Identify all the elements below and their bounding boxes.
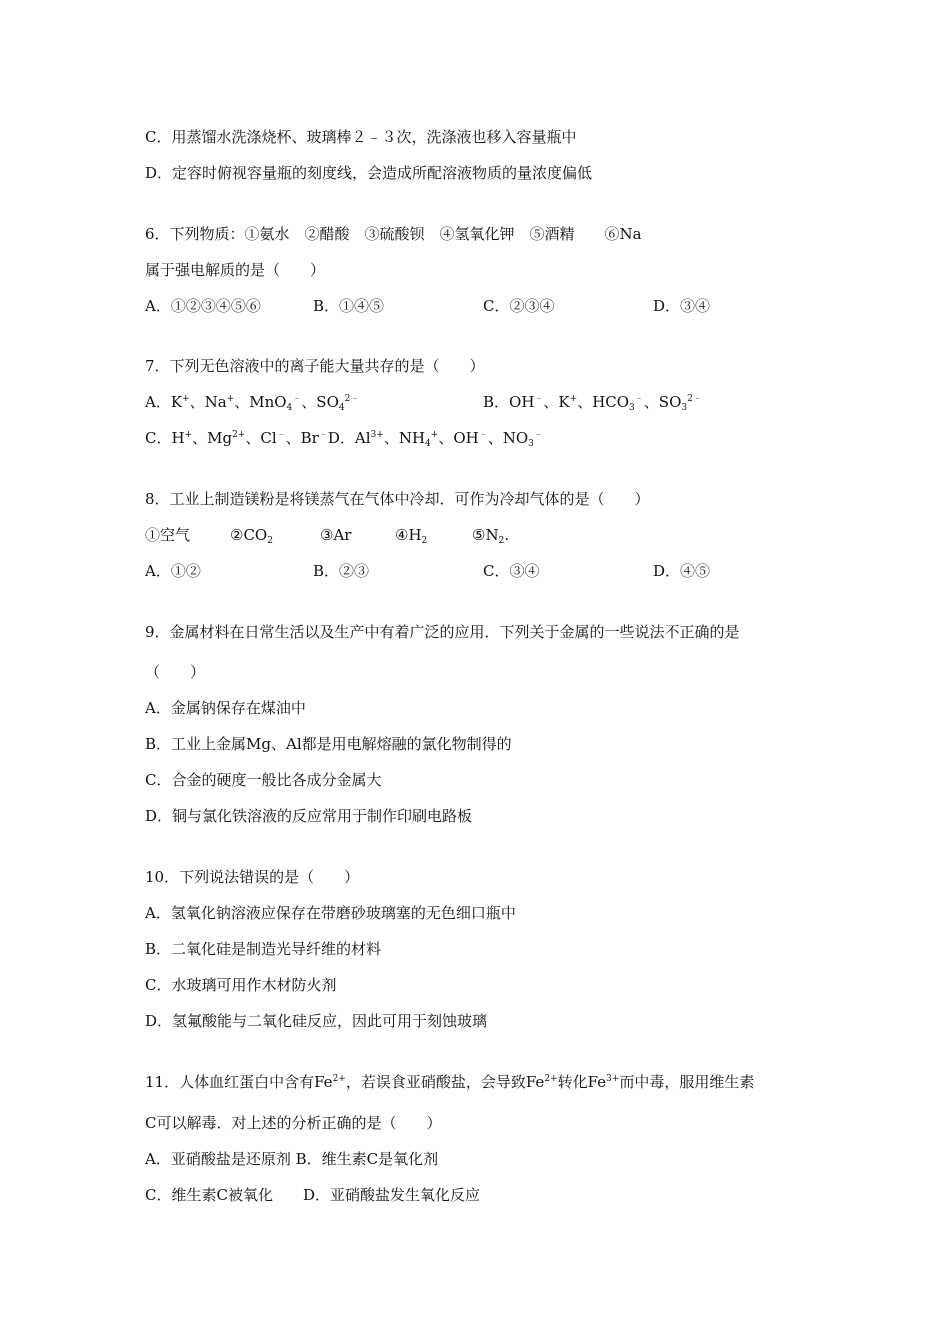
q10-option-d: D．氢氟酸能与二氧化硅反应，因此可用于刻蚀玻璃 xyxy=(145,1012,488,1030)
q9-option-a: A．金属钠保存在煤油中 xyxy=(145,699,306,717)
q11-stem-line2: C可以解毒．对上述的分析正确的是（ ） xyxy=(145,1114,442,1132)
q8-item-3: ③Ar xyxy=(320,526,352,544)
q5-option-c: C．用蒸馏水洗涤烧杯、玻璃棒２﹣３次，洗涤液也移入容量瓶中 xyxy=(145,128,577,146)
q6-option-b: B．①④⑤ xyxy=(313,297,385,315)
q7-option-b: B．OH﹣、K+、$HCO_3^﹣$、$SO_3^{2﹣}$ xyxy=(483,393,702,413)
q8-option-b: B．②③ xyxy=(313,562,370,580)
q8-option-a: A．①② xyxy=(145,562,201,580)
q10-option-b: B．二氧化硅是制造光导纤维的材料 xyxy=(145,940,382,958)
q6-option-a: A．①②③④⑤⑥ xyxy=(145,297,261,315)
q8-item-2: $②CO_2$ xyxy=(230,526,273,546)
q5-option-d: D．定容时俯视容量瓶的刻度线，会造成所配溶液物质的量浓度偏低 xyxy=(145,164,593,182)
q6-stem: 6．下列物质：①氨水 ②醋酸 ③硫酸钡 ④氢氧化钾 ⑤酒精 ⑥Na xyxy=(145,225,642,243)
q10-stem: 10．下列说法错误的是（ ） xyxy=(145,868,360,886)
q9-stem: 9．金属材料在日常生活以及生产中有着广泛的应用．下列关于金属的一些说法不正确的是 xyxy=(145,623,740,641)
q11-options-c-d: C．维生素C被氧化 D．亚硝酸盐发生氧化反应 xyxy=(145,1186,480,1204)
q6-option-d: D．③④ xyxy=(653,297,711,315)
q7-options-c-d: C．H+、$Mg^{2+}$、Cl﹣、Br﹣D．$Al^{3+}$、$NH_4^+$、OH﹣、$NO_3^﹣$ xyxy=(145,429,543,449)
q11-options-a-b: A．亚硝酸盐是还原剂 B．维生素C是氧化剂 xyxy=(145,1150,439,1168)
q10-option-a: A．氢氧化钠溶液应保存在带磨砂玻璃塞的无色细口瓶中 xyxy=(145,904,516,922)
q8-item-4: $④H_2$ xyxy=(395,526,428,546)
q9-option-d: D．铜与氯化铁溶液的反应常用于制作印刷电路板 xyxy=(145,807,473,825)
q8-item-5: $⑤N_2$. xyxy=(472,526,510,546)
q8-stem: 8．工业上制造镁粉是将镁蒸气在气体中冷却．可作为冷却气体的是（ ） xyxy=(145,490,650,508)
q9-option-b: B．工业上金属Mg、Al都是用电解熔融的氯化物制得的 xyxy=(145,735,512,753)
q8-option-d: D．④⑤ xyxy=(653,562,711,580)
q9-stem-line2: （ ） xyxy=(145,663,206,681)
q6-option-c: C．②③④ xyxy=(483,297,555,315)
q9-option-c: C．合金的硬度一般比各成分金属大 xyxy=(145,771,382,789)
q6-stem-line2: 属于强电解质的是（ ） xyxy=(145,261,326,279)
q7-option-a: A．K+、Na+、MnO$_4$﹣、$SO_4^{2﹣}$ xyxy=(145,393,360,413)
q10-option-c: C．水玻璃可用作木材防火剂 xyxy=(145,976,337,994)
q8-option-c: C．③④ xyxy=(483,562,540,580)
q7-stem: 7．下列无色溶液中的离子能大量共存的是（ ） xyxy=(145,357,485,375)
q8-item-1: ①空气 xyxy=(145,526,191,544)
q11-stem: 11．人体血红蛋白中含有$Fe^{2+}$，若误食亚硝酸盐，会导致$Fe^{2+}$转化$Fe^{3+}$而中毒，服用维生素 xyxy=(145,1073,755,1091)
